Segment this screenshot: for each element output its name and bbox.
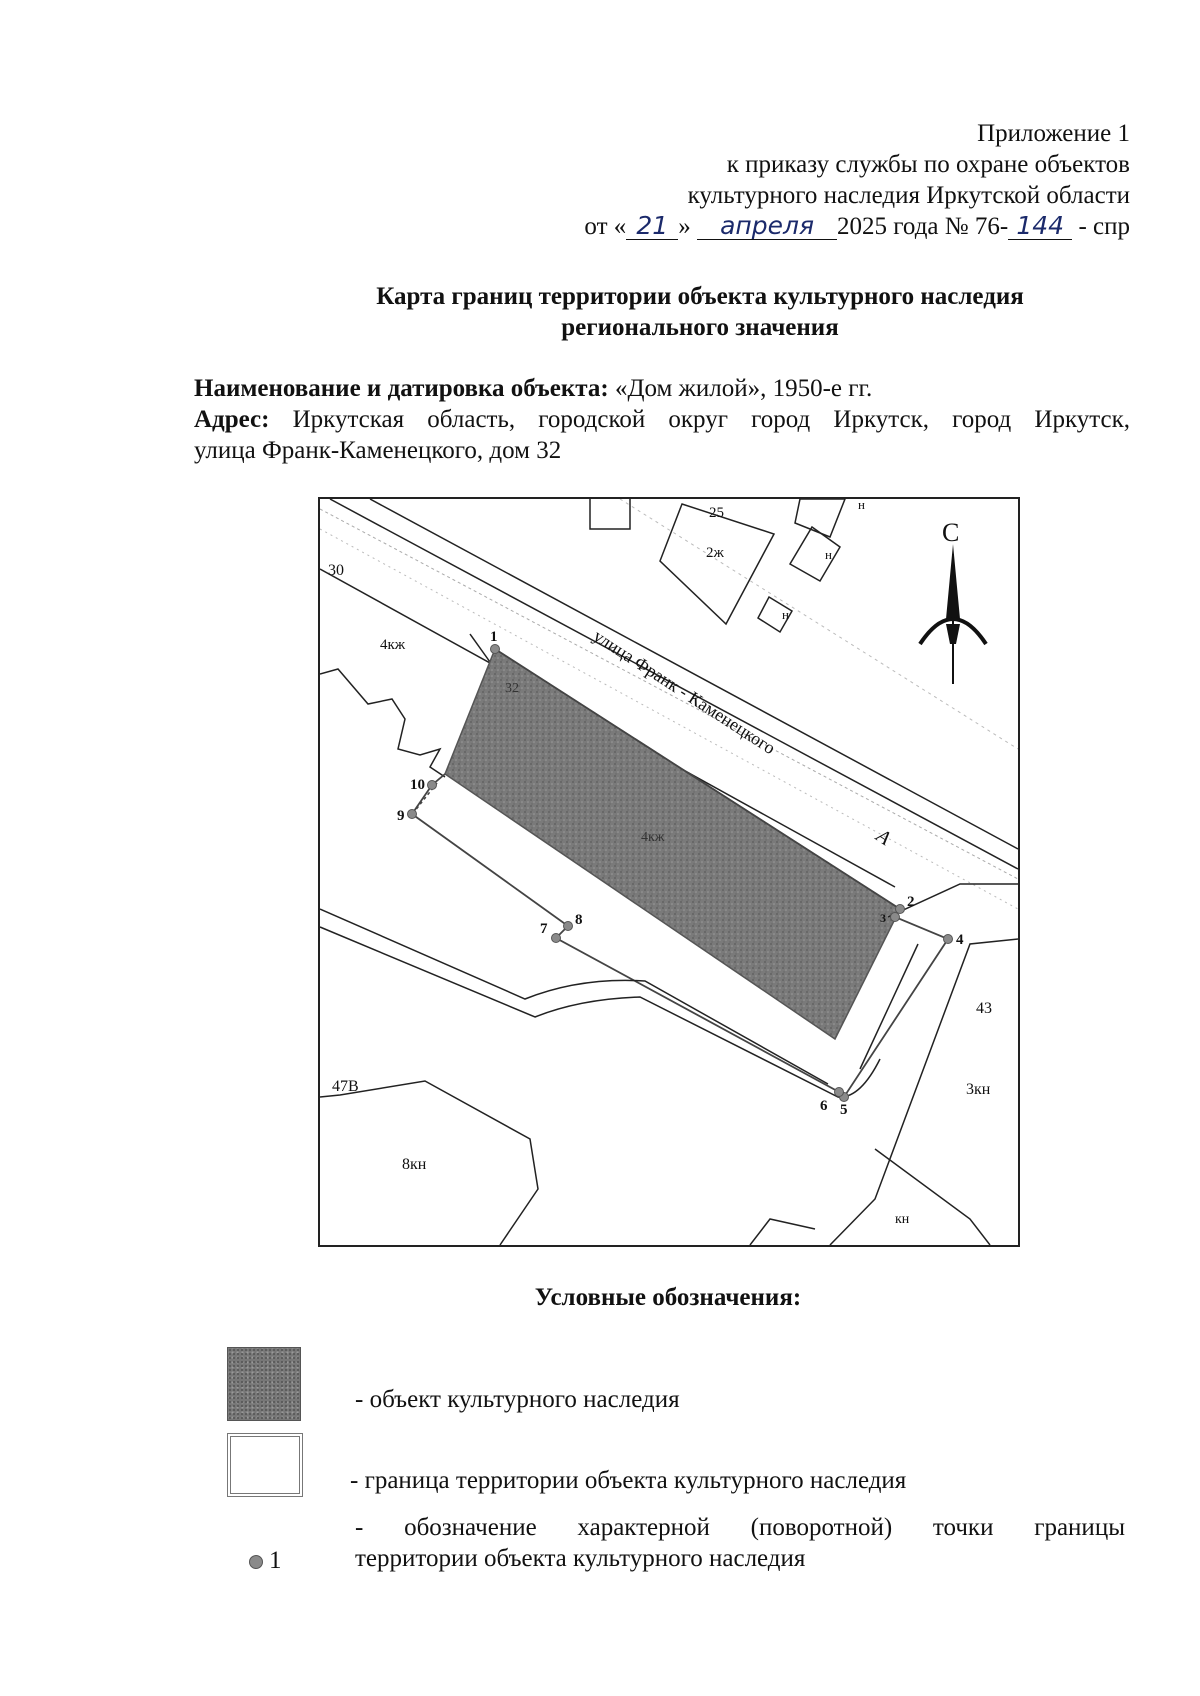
parcel-label-kn: кн <box>895 1212 910 1227</box>
page-title <box>0 281 1200 343</box>
heritage-object-area <box>445 649 900 1039</box>
parcel-label-n1: н <box>858 499 865 512</box>
order-reference: к приказу службы по охране объектов <box>726 151 1130 178</box>
point-label-4: 4 <box>956 932 964 948</box>
turning-point-10 <box>428 781 437 790</box>
order-number: 144 <box>1008 213 1072 240</box>
address-line-2: улица Франк-Каменецкого, дом 32 <box>194 437 562 464</box>
turning-point-6 <box>835 1088 844 1097</box>
turning-point-9 <box>408 810 417 819</box>
parcel-label-25: 25 <box>709 505 724 521</box>
turning-point-8 <box>564 922 573 931</box>
turning-point-1 <box>491 645 500 654</box>
parcel-47v-outline <box>320 1081 538 1245</box>
object-info <box>194 373 1130 466</box>
cadastral-map <box>318 497 1020 1247</box>
address-line-1 <box>194 404 1130 435</box>
building-n2 <box>790 527 840 581</box>
address-label: Адрес: <box>194 406 270 433</box>
turning-point-7 <box>552 934 561 943</box>
legend-heritage-object-text: - объект культурного наследия <box>355 1386 680 1413</box>
parcel-label-32: 32 <box>505 681 519 696</box>
point-label-2: 2 <box>907 894 915 910</box>
parcel-label-n3: н <box>782 607 789 622</box>
order-year: 2025 года № 76- <box>837 213 1009 240</box>
order-month: апреля <box>697 213 837 240</box>
parcel-label-n2: н <box>825 547 832 562</box>
point-label-3: 3 <box>880 911 886 925</box>
point-label-7: 7 <box>540 921 548 937</box>
parcel-label-2zh: 2ж <box>706 545 724 561</box>
date-mid: » <box>678 213 691 240</box>
road-letter: А <box>872 824 895 850</box>
parcel-label-30: 30 <box>328 562 344 579</box>
appendix-number: Приложение 1 <box>977 120 1130 147</box>
date-prefix: от « <box>584 213 627 240</box>
legend-turning-point-line-2: территории объекта культурного наследия <box>355 1545 806 1572</box>
point-label-1: 1 <box>490 629 498 645</box>
building-2zh <box>660 504 774 624</box>
parcel-label-3kn: 3кн <box>966 1081 991 1098</box>
legend-swatch-territory-boundary <box>227 1433 303 1497</box>
turning-point-2 <box>896 905 905 914</box>
parcel-4kzh-outline <box>320 669 445 777</box>
point-label-5: 5 <box>840 1102 848 1118</box>
appendix-header <box>584 118 1130 242</box>
parcel-25-outline <box>590 499 630 529</box>
turning-point-3 <box>891 913 900 922</box>
object-label-4kzh: 4кж <box>641 830 665 845</box>
building-n1 <box>795 499 845 537</box>
map-drawing <box>320 499 1018 1245</box>
order-date-line <box>584 211 1130 242</box>
legend-territory-boundary-text: - граница территории объекта культурного наследия <box>350 1467 907 1494</box>
turning-point-4 <box>944 935 953 944</box>
object-name-line <box>194 373 1130 404</box>
legend-swatch-heritage-object <box>227 1347 301 1421</box>
title-line-1: Карта границ территории объекта культурного наследия <box>376 283 1024 310</box>
order-day: 21 <box>626 213 678 240</box>
issuing-authority: культурного наследия Иркутской области <box>687 182 1130 209</box>
parcel-kn-outline <box>875 1149 990 1245</box>
object-name-label: Наименование и датировка объекта: <box>194 375 609 402</box>
parcel-label-8kn: 8кн <box>402 1156 427 1173</box>
parcel-label-4kzh: 4кж <box>380 637 406 653</box>
address-value-1: Иркутская область, городской округ город Иркутск, город Иркутск, <box>292 406 1130 433</box>
order-suffix: - спр <box>1078 213 1130 240</box>
street-name: улица Франк - Каменецкого <box>589 625 780 759</box>
north-arrow <box>920 544 986 684</box>
legend-point-example <box>249 1547 282 1575</box>
legend-point-icon <box>249 1555 263 1569</box>
parcel-label-43: 43 <box>976 1000 992 1017</box>
point-label-10: 10 <box>410 777 425 793</box>
legend-title: Условные обозначения: <box>534 1284 802 1311</box>
object-name-value: «Дом жилой», 1950-е гг. <box>614 375 873 402</box>
legend-turning-point-text <box>355 1512 1125 1574</box>
point-label-8: 8 <box>575 912 583 928</box>
legend-turning-point-line-1: - обозначение характерной (поворотной) точки границы <box>355 1514 1125 1541</box>
point-label-6: 6 <box>820 1098 828 1114</box>
point-label-9: 9 <box>397 808 405 824</box>
legend-point-number: 1 <box>269 1547 282 1574</box>
north-label: С <box>942 518 960 547</box>
title-line-2: регионального значения <box>561 314 839 341</box>
parcel-label-47v: 47В <box>332 1078 359 1095</box>
parcel-edge <box>750 1219 815 1245</box>
